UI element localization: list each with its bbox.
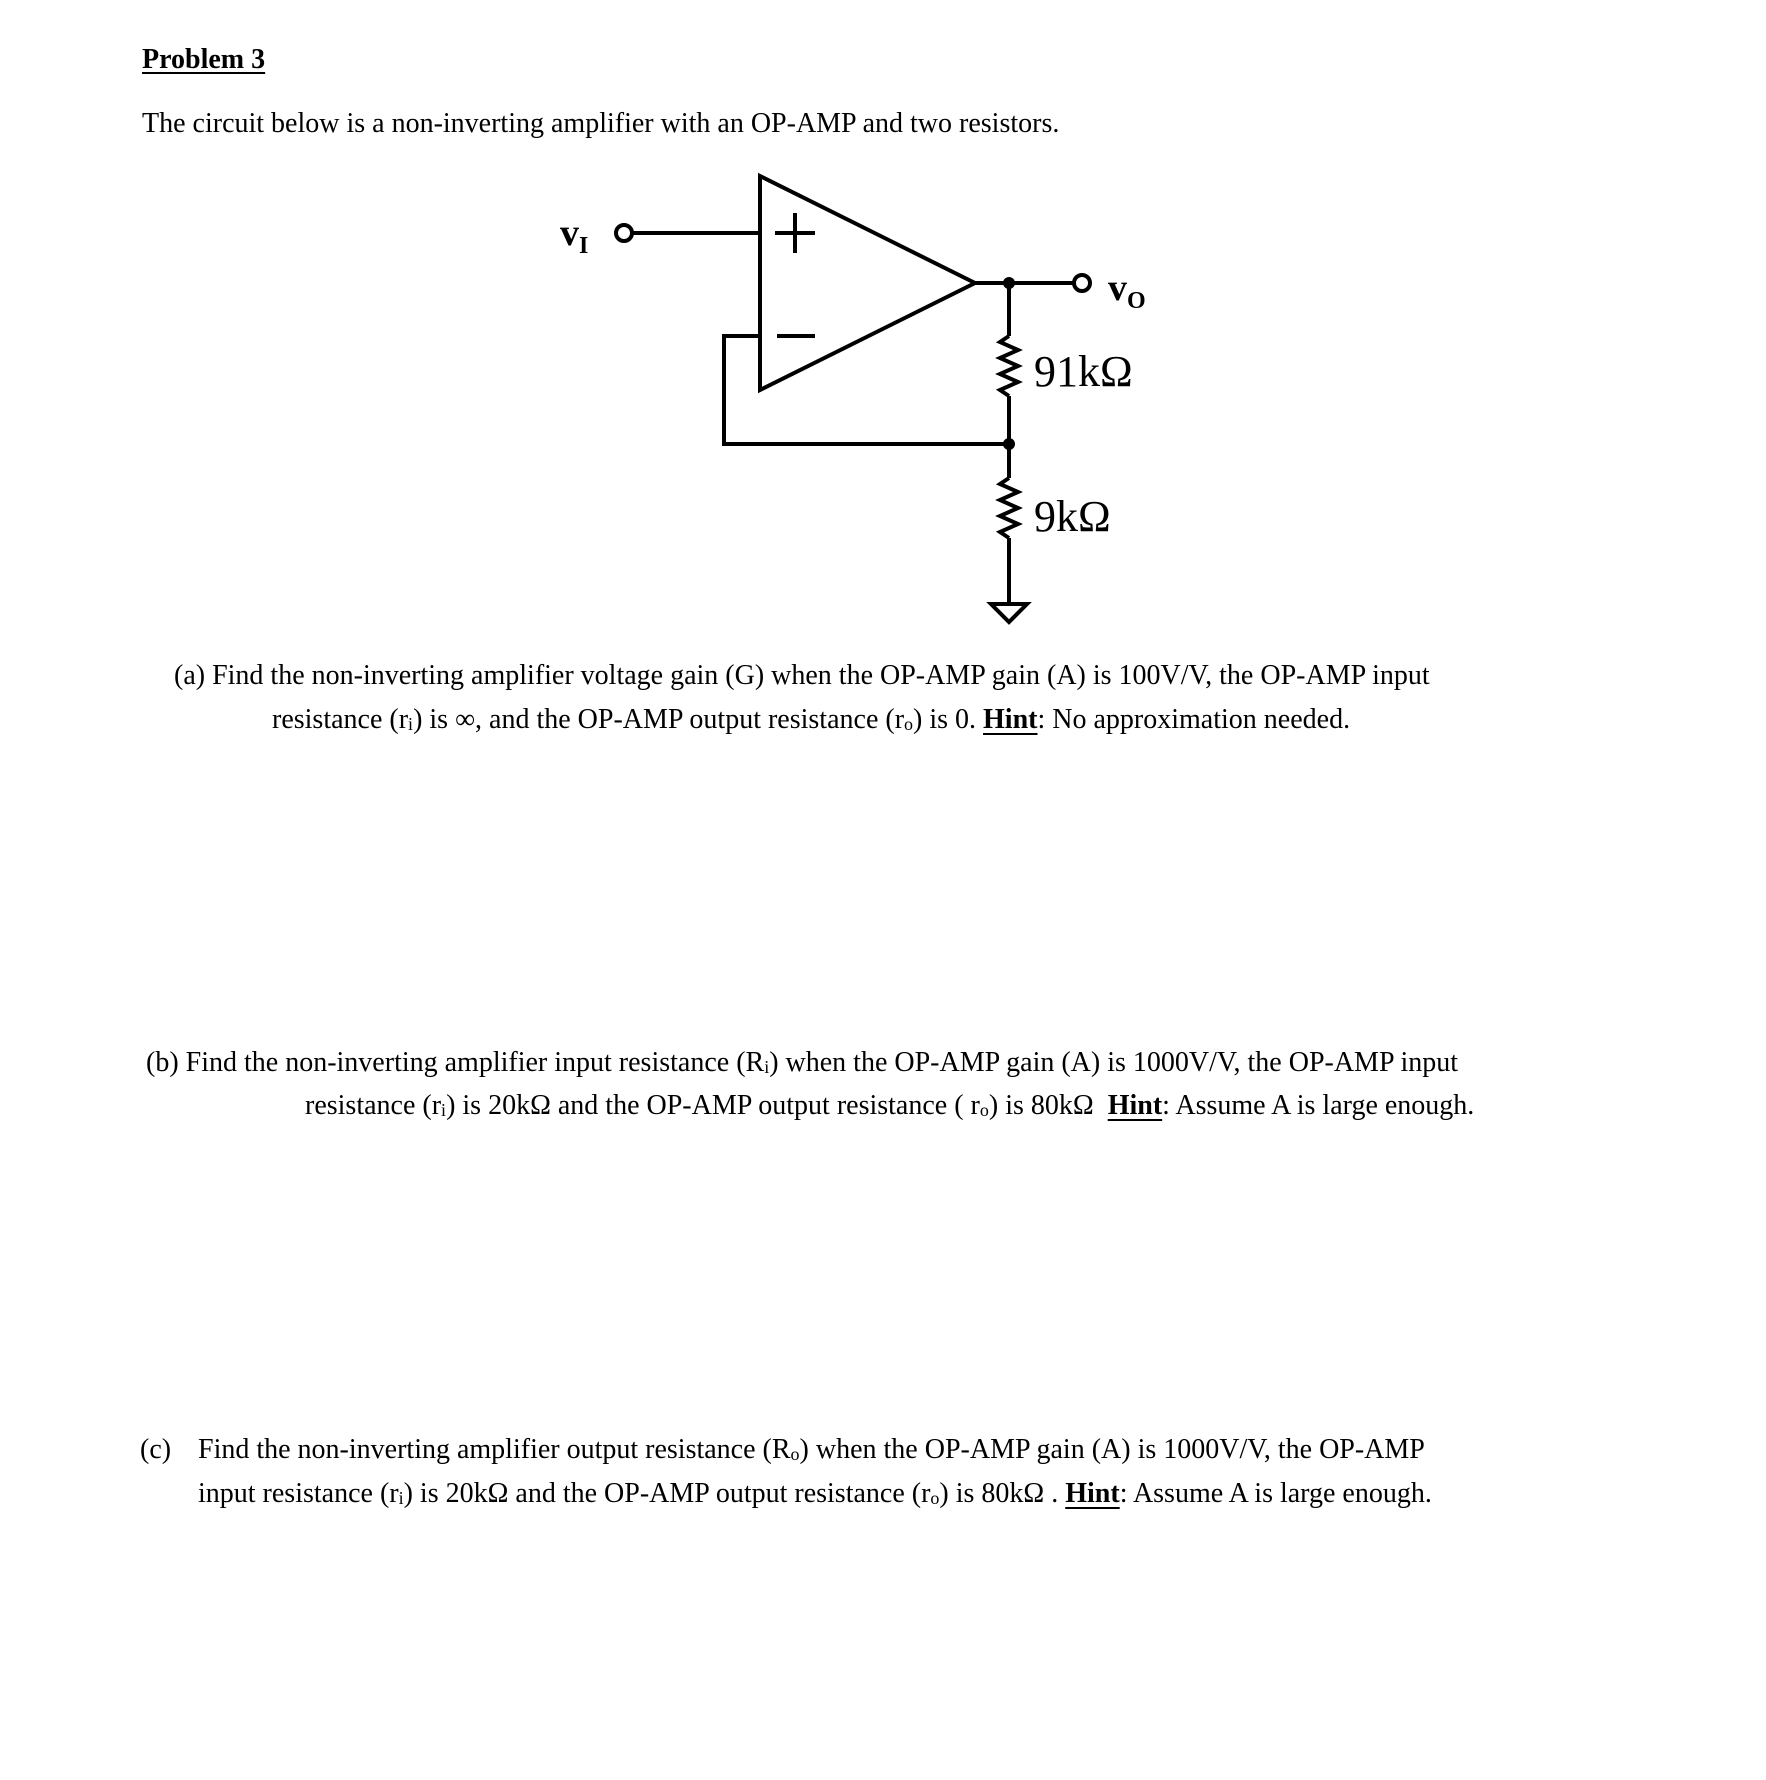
output-junction [1003,277,1015,289]
ground-symbol [991,604,1027,622]
question-b-line2: resistance $(r_i)$ is 20kΩ and the OP-AMP output resistance ( $r_o$) is 80kΩ Hint: Assume A is large enough. [305,1090,1475,1121]
feedback-junction [1003,438,1015,450]
hint-c: Hint [1065,1478,1120,1509]
r2-resistor [1000,478,1018,538]
question-c-line1: (c) Find the non-inverting amplifier output resistance $(R_o)$ when the OP-AMP gain (A) is 1000V/V, the OP-AMP [140,1434,1425,1465]
r1-label: 91kΩ [1034,347,1133,396]
question-c-line2: input resistance $(r_i)$ is 20kΩ and the OP-AMP output resistance $(r_o)$ is 80kΩ . Hint: Assume A is large enough. [198,1478,1432,1509]
question-a-line1: (a) Find the non-inverting amplifier voltage gain (G) when the OP-AMP gain (A) is 100V/V, the OP-AMP input [174,660,1430,691]
input-terminal [616,225,632,241]
question-a-line2: resistance $(r_i)$ is ∞, and the OP-AMP output resistance $(r_o)$ is 0. Hint: No approximation needed. [272,704,1351,735]
question-b-line1: (b) Find the non-inverting amplifier input resistance $(R_i)$ when the OP-AMP gain (A) is 1000V/V, the OP-AMP input [146,1047,1459,1078]
hint-a: Hint [983,704,1038,735]
circuit-diagram [0,0,1766,640]
hint-b: Hint [1107,1090,1163,1121]
output-terminal [1074,275,1090,291]
problem-title: Problem 3 [142,44,266,75]
input-label: $v_I$ [560,212,589,259]
opamp-triangle [760,176,975,390]
r1-resistor [1000,336,1018,396]
problem-intro: The circuit below is a non-inverting amplifier with an OP-AMP and two resistors. [142,108,1060,139]
r2-label: 9kΩ [1034,492,1111,541]
output-label: $v_O$ [1108,267,1146,314]
